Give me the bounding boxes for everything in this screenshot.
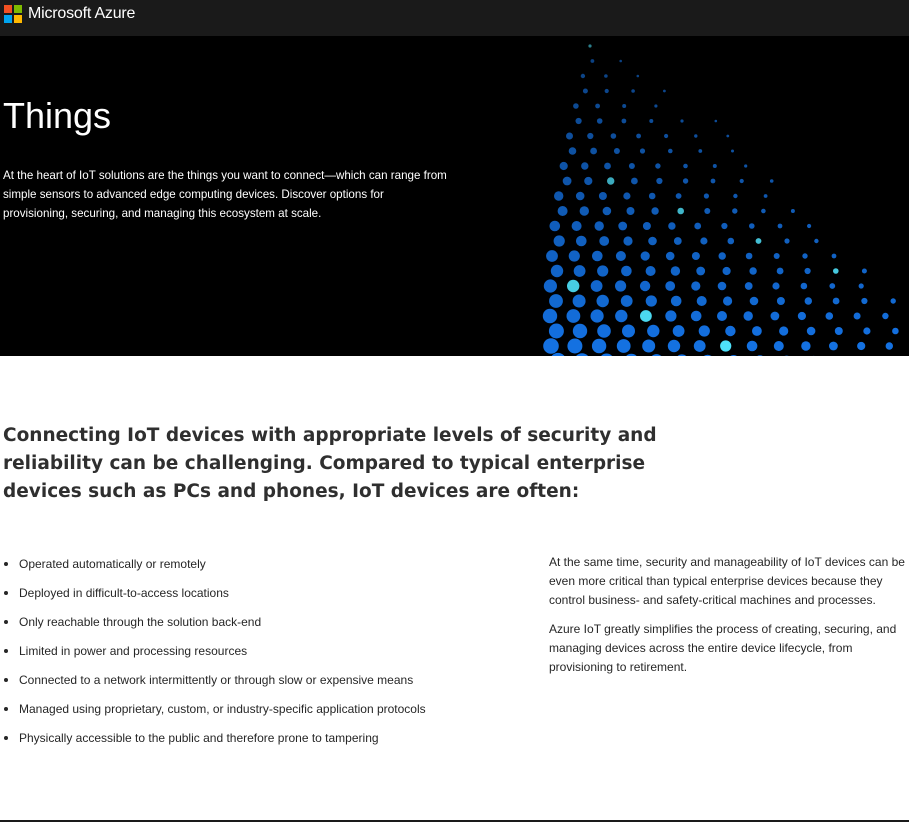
- decorative-dot: [744, 311, 753, 320]
- decorative-dot: [574, 353, 590, 356]
- decorative-dot: [668, 340, 680, 352]
- decorative-dot: [642, 340, 655, 353]
- list-item: [3, 727, 523, 756]
- decorative-dot: [826, 312, 834, 320]
- decorative-dot: [671, 296, 682, 307]
- decorative-dot: [607, 177, 614, 184]
- decorative-dot: [694, 134, 697, 137]
- decorative-dot: [833, 268, 839, 274]
- decorative-dot: [784, 238, 789, 243]
- decorative-dot: [764, 194, 768, 198]
- decorative-dot: [731, 150, 734, 153]
- decorative-dot: [700, 237, 707, 244]
- list-item-text: Physically accessible to the public and therefore prone to tampering: [19, 731, 379, 745]
- decorative-dot: [728, 355, 740, 356]
- decorative-dot: [563, 177, 572, 186]
- decorative-dot: [615, 310, 627, 322]
- decorative-dot: [647, 325, 659, 337]
- decorative-dot: [554, 191, 563, 200]
- decorative-dot: [650, 354, 664, 356]
- decorative-dot: [591, 280, 603, 292]
- decorative-dot: [554, 235, 565, 246]
- decorative-dot: [717, 311, 727, 321]
- list-item-text: Connected to a network intermittently or through slow or expensive means: [19, 673, 414, 687]
- page-title: Things: [3, 95, 112, 136]
- decorative-dot: [655, 163, 660, 168]
- decorative-dot: [581, 74, 585, 78]
- decorative-dot: [771, 312, 780, 321]
- decorative-dot: [567, 309, 581, 323]
- decorative-dot: [673, 325, 685, 337]
- decorative-dot: [745, 282, 753, 290]
- decorative-dot: [704, 208, 710, 214]
- bullet-icon: [4, 736, 8, 740]
- decorative-dot: [592, 339, 606, 353]
- decorative-dot: [573, 324, 587, 338]
- decorative-dot: [648, 237, 657, 246]
- decorative-dot: [691, 281, 700, 290]
- bullet-icon: [4, 649, 8, 653]
- decorative-dot: [567, 280, 579, 292]
- decorative-dot: [718, 282, 727, 291]
- section-intro: Connecting IoT devices with appropriate levels of security and reliability can be challenging. Compared to typical enterprise devices such as PCs and phones, IoT devices are often:: [3, 425, 657, 502]
- decorative-dot: [677, 208, 684, 215]
- brand-link[interactable]: [4, 5, 135, 23]
- decorative-dot: [701, 355, 714, 356]
- decorative-dot: [807, 224, 811, 228]
- decorative-dot: [750, 297, 759, 306]
- decorative-dot: [801, 283, 808, 290]
- decorative-dot: [640, 310, 652, 322]
- decorative-dot: [543, 309, 557, 323]
- dot-pattern-illustration: [530, 36, 909, 356]
- decorative-dot: [604, 163, 611, 170]
- decorative-dot: [654, 104, 657, 107]
- decorative-dot: [805, 268, 811, 274]
- decorative-dot: [680, 119, 683, 122]
- decorative-dot: [621, 266, 632, 277]
- decorative-dot: [637, 75, 640, 78]
- decorative-dot: [691, 311, 702, 322]
- decorative-dot: [694, 340, 706, 352]
- decorative-dot: [574, 265, 586, 277]
- decorative-dot: [569, 147, 577, 155]
- decorative-dot: [863, 327, 870, 334]
- decorative-dot: [627, 207, 635, 215]
- decorative-dot: [588, 44, 591, 47]
- list-item-text: Operated automatically or remotely: [19, 557, 206, 571]
- decorative-dot: [891, 298, 896, 303]
- decorative-dot: [576, 192, 585, 201]
- decorative-dot: [649, 193, 656, 200]
- decorative-dot: [590, 148, 597, 155]
- decorative-dot: [713, 164, 717, 168]
- decorative-dot: [772, 282, 779, 289]
- decorative-dot: [573, 295, 586, 308]
- decorative-dot: [668, 222, 675, 229]
- decorative-dot: [550, 221, 561, 232]
- decorative-dot: [663, 90, 666, 93]
- decorative-dot: [566, 133, 573, 140]
- list-item: [3, 611, 523, 640]
- logo-square-red: [4, 5, 12, 13]
- decorative-dot: [640, 281, 650, 291]
- decorative-dot: [623, 192, 630, 199]
- decorative-dot: [546, 250, 558, 262]
- decorative-dot: [732, 208, 737, 213]
- decorative-dot: [569, 250, 580, 261]
- decorative-dot: [692, 252, 700, 260]
- decorative-dot: [756, 238, 762, 244]
- decorative-dot: [675, 354, 688, 356]
- device-characteristics-list: [3, 553, 523, 756]
- decorative-dot: [833, 298, 840, 305]
- decorative-dot: [587, 133, 593, 139]
- decorative-dot: [614, 148, 620, 154]
- decorative-dot: [599, 236, 609, 246]
- bullet-icon: [4, 707, 8, 711]
- decorative-dot: [595, 221, 604, 230]
- decorative-dot: [696, 267, 705, 276]
- decorative-dot: [886, 342, 893, 349]
- decorative-dot: [543, 338, 559, 354]
- decorative-dot: [859, 283, 864, 288]
- decorative-dot: [715, 120, 718, 123]
- decorative-dot: [551, 265, 563, 277]
- decorative-dot: [668, 149, 673, 154]
- decorative-dot: [777, 297, 785, 305]
- decorative-dot: [683, 178, 688, 183]
- decorative-dot: [801, 341, 810, 350]
- hero-banner: [0, 36, 909, 356]
- decorative-dot: [595, 104, 600, 109]
- decorative-dot: [779, 326, 788, 335]
- decorative-dot: [581, 162, 588, 169]
- decorative-dot: [749, 267, 756, 274]
- decorative-dot: [676, 193, 682, 199]
- footer-divider: [0, 820, 909, 822]
- decorative-dot: [624, 354, 638, 356]
- decorative-dot: [651, 207, 658, 214]
- decorative-dot: [723, 267, 731, 275]
- decorative-dot: [665, 281, 675, 291]
- decorative-dot: [611, 133, 617, 139]
- decorative-dot: [629, 163, 635, 169]
- list-item-text: Limited in power and processing resources: [19, 644, 248, 658]
- decorative-dot: [664, 134, 668, 138]
- decorative-dot: [882, 313, 888, 319]
- decorative-dot: [854, 313, 861, 320]
- decorative-dot: [618, 222, 627, 231]
- decorative-dot: [649, 119, 653, 123]
- decorative-dot: [749, 223, 755, 229]
- decorative-dot: [549, 294, 563, 308]
- decorative-dot: [805, 297, 812, 304]
- top-bar: [0, 0, 909, 36]
- decorative-dot: [641, 251, 650, 260]
- decorative-dot: [747, 341, 758, 352]
- list-item-text: Only reachable through the solution back-end: [19, 615, 262, 629]
- decorative-dot: [697, 296, 707, 306]
- decorative-dot: [770, 179, 774, 183]
- decorative-dot: [862, 269, 867, 274]
- decorative-dot: [597, 295, 609, 307]
- decorative-dot: [599, 192, 607, 200]
- list-item-text: Managed using proprietary, custom, or industry-specific application protocols: [19, 702, 426, 716]
- list-item: [3, 582, 523, 611]
- decorative-dot: [671, 266, 680, 275]
- decorative-dot: [583, 89, 588, 94]
- decorative-dot: [807, 327, 816, 336]
- decorative-dot: [605, 89, 609, 93]
- security-summary: [549, 553, 907, 687]
- decorative-dot: [643, 222, 651, 230]
- bullet-icon: [4, 591, 8, 595]
- logo-square-blue: [4, 15, 12, 23]
- decorative-dot: [752, 326, 762, 336]
- microsoft-logo-icon: [4, 5, 22, 23]
- decorative-dot: [646, 295, 657, 306]
- decorative-dot: [656, 178, 662, 184]
- decorative-dot: [829, 342, 838, 351]
- decorative-dot: [723, 296, 732, 305]
- decorative-dot: [584, 177, 592, 185]
- decorative-dot: [665, 310, 676, 321]
- decorative-dot: [597, 324, 611, 338]
- decorative-dot: [711, 179, 716, 184]
- decorative-dot: [622, 119, 627, 124]
- list-item: [3, 640, 523, 669]
- decorative-dot: [740, 179, 744, 183]
- summary-paragraph: Azure IoT greatly simplifies the process of creating, securing, and managing devices across the entire device lifecycle, from provisioning to retirement.: [549, 622, 897, 674]
- decorative-dot: [754, 355, 765, 356]
- decorative-dot: [572, 221, 582, 231]
- decorative-dot: [576, 236, 587, 247]
- decorative-dot: [699, 325, 710, 336]
- decorative-dot: [591, 309, 604, 322]
- decorative-dot: [646, 266, 656, 276]
- decorative-dot: [597, 265, 608, 276]
- decorative-dot: [728, 238, 735, 245]
- decorative-dot: [560, 162, 568, 170]
- decorative-dot: [861, 298, 867, 304]
- decorative-dot: [623, 236, 632, 245]
- decorative-dot: [832, 254, 837, 259]
- decorative-dot: [694, 223, 701, 230]
- decorative-dot: [704, 193, 709, 198]
- decorative-dot: [778, 224, 783, 229]
- decorative-dot: [829, 283, 835, 289]
- decorative-dot: [802, 253, 807, 258]
- decorative-dot: [640, 148, 645, 153]
- decorative-dot: [619, 60, 622, 63]
- hero-description: At the heart of IoT solutions are the things you want to connect—which can range from simple sensors to advanced edge computing devices. Discover options for provisioning, securing, and managing this ecosystem at scale.: [3, 169, 447, 220]
- decorative-dot: [580, 206, 589, 215]
- decorative-dot: [591, 59, 595, 63]
- decorative-dot: [733, 194, 737, 198]
- list-item-text: Deployed in difficult-to-access locations: [19, 586, 229, 600]
- decorative-dot: [726, 135, 729, 138]
- decorative-dot: [615, 280, 626, 291]
- decorative-dot: [725, 326, 735, 336]
- summary-paragraph: At the same time, security and manageability of IoT devices can be even more critical than typical enterprise devices because they control business- and safety-critical machines and processes.: [549, 555, 905, 607]
- decorative-dot: [636, 134, 641, 139]
- logo-square-green: [14, 5, 22, 13]
- decorative-dot: [544, 279, 557, 292]
- decorative-dot: [674, 237, 682, 245]
- bullet-icon: [4, 562, 8, 566]
- list-item: [3, 553, 523, 582]
- list-item: [3, 698, 523, 727]
- brand-name: Microsoft Azure: [28, 5, 136, 22]
- decorative-dot: [719, 252, 726, 259]
- decorative-dot: [720, 340, 731, 351]
- decorative-dot: [567, 339, 582, 354]
- decorative-dot: [549, 324, 564, 339]
- list-item: [3, 669, 523, 698]
- decorative-dot: [857, 342, 865, 350]
- decorative-dot: [791, 209, 795, 213]
- logo-square-yellow: [14, 15, 22, 23]
- decorative-dot: [573, 103, 579, 109]
- decorative-dot: [698, 149, 702, 153]
- decorative-dot: [622, 104, 626, 108]
- decorative-dot: [666, 252, 675, 261]
- bullet-icon: [4, 678, 8, 682]
- decorative-dot: [774, 253, 780, 259]
- decorative-dot: [744, 164, 747, 167]
- decorative-dot: [558, 206, 568, 216]
- decorative-dot: [798, 312, 806, 320]
- bullet-icon: [4, 620, 8, 624]
- decorative-dot: [592, 251, 603, 262]
- decorative-dot: [604, 74, 608, 78]
- decorative-dot: [892, 328, 899, 335]
- decorative-dot: [597, 118, 603, 124]
- decorative-dot: [631, 89, 635, 93]
- decorative-dot: [622, 325, 635, 338]
- decorative-dot: [774, 341, 784, 351]
- decorative-dot: [835, 327, 843, 335]
- decorative-dot: [616, 251, 626, 261]
- decorative-dot: [603, 207, 612, 216]
- decorative-dot: [683, 164, 688, 169]
- decorative-dot: [576, 118, 582, 124]
- decorative-dot: [761, 209, 766, 214]
- decorative-dot: [631, 178, 638, 185]
- decorative-dot: [777, 268, 784, 275]
- decorative-dot: [599, 354, 614, 357]
- decorative-dot: [617, 339, 631, 353]
- decorative-dot: [746, 253, 753, 260]
- decorative-dot: [814, 239, 818, 243]
- decorative-dot: [721, 223, 727, 229]
- decorative-dot: [621, 295, 633, 307]
